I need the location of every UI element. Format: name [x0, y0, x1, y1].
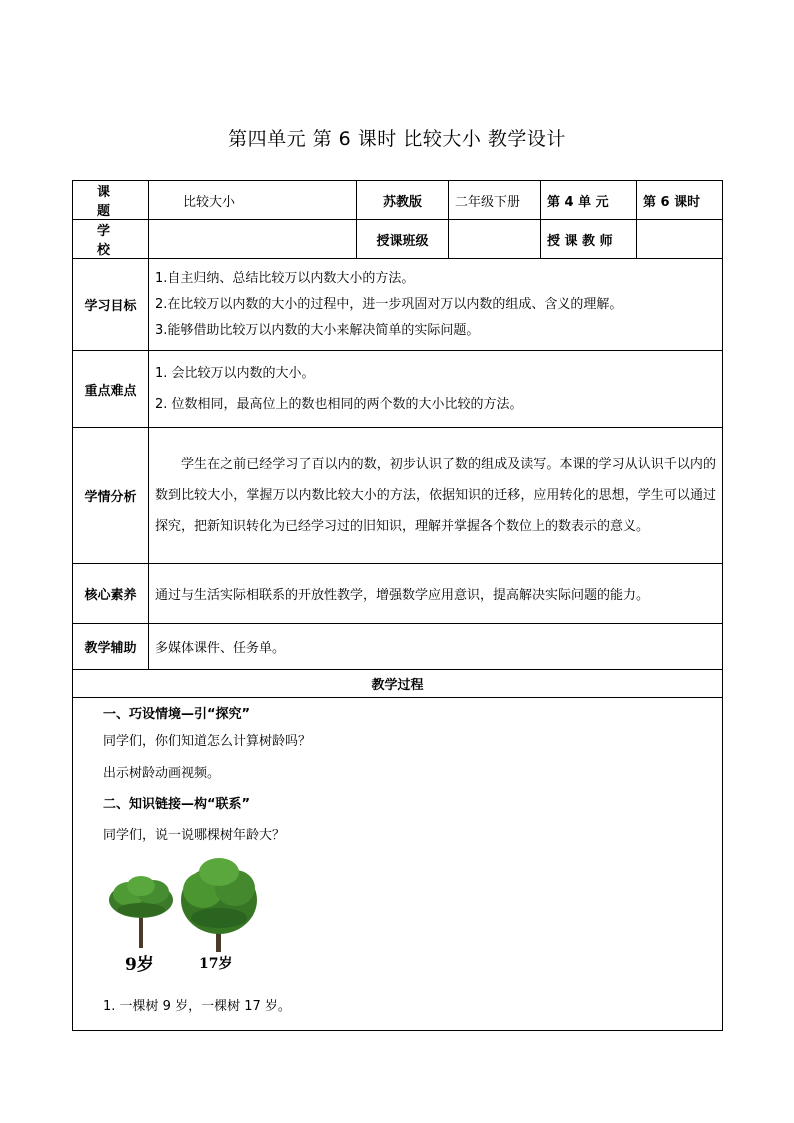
table-row: [73, 624, 723, 670]
table-row: [73, 428, 723, 564]
unit: 第 4 单 元: [541, 181, 637, 220]
class-label: 授课班级: [357, 220, 449, 259]
class-value: [449, 220, 541, 259]
process-line: 同学们，你们知道怎么计算树龄吗？: [103, 734, 312, 749]
publisher: 苏教版: [357, 181, 449, 220]
table-row: [73, 670, 723, 698]
goals-label: 学习目标: [73, 259, 149, 351]
goal-item: 1.自主归纳、总结比较万以内数大小的方法。: [155, 270, 415, 286]
analysis-label: 学情分析: [73, 428, 149, 564]
table-row: [73, 698, 723, 1031]
document-title: 第四单元 第 6 课时 比较大小 教学设计: [228, 128, 566, 150]
topic-label: 课 题: [73, 181, 149, 220]
core-label: 核心素养: [73, 564, 149, 624]
tree-illustration: [103, 852, 692, 982]
aids-label: 教学辅助: [73, 624, 149, 670]
goals-content: [149, 259, 723, 351]
process-line: 出示树龄动画视频。: [103, 766, 221, 781]
goal-item: 3.能够借助比较万以内数的大小来解决简单的实际问题。: [155, 322, 480, 338]
process-line: 1. 一棵树 9 岁，一棵树 17 岁。: [103, 999, 291, 1014]
lesson-plan-table: [72, 180, 723, 1031]
grade: 二年级下册: [449, 181, 541, 220]
table-row: [73, 564, 723, 624]
aids-text: 多媒体课件、任务单。: [149, 624, 723, 670]
small-tree-icon: [109, 876, 173, 948]
trees-image: [107, 852, 307, 962]
process-content: [73, 698, 723, 1031]
topic-value: 比较大小: [149, 181, 357, 220]
core-text: 通过与生活实际相联系的开放性教学，增强数学应用意识，提高解决实际问题的能力。: [149, 564, 723, 624]
section-heading: 一、巧设情境—引“探究”: [103, 707, 251, 722]
keypoint-item: 2. 位数相同，最高位上的数也相同的两个数的大小比较的方法。: [155, 397, 523, 412]
tree1-caption: 9岁: [125, 955, 154, 975]
table-row: [73, 259, 723, 351]
goal-item: 2.在比较万以内数的大小的过程中，进一步巩固对万以内数的组成、含义的理解。: [155, 296, 623, 312]
analysis-content: [149, 428, 723, 564]
process-header: 教学过程: [73, 670, 723, 698]
keypoints-label: 重点难点: [73, 351, 149, 428]
section-heading: 二、知识链接—构“联系”: [103, 797, 251, 812]
school-label: 学 校: [73, 220, 149, 259]
teacher-value: [637, 220, 723, 259]
teacher-label: 授 课 教 师: [541, 220, 637, 259]
analysis-text: 学生在之前已经学习了百以内的数，初步认识了数的组成及读写。本课的学习从认识千以内的数到比较大小，掌握万以内数比较大小的方法，依据知识的迁移，应用转化的思想，学生可以通过探究，把新知识转化为已经学习过的旧知识，理解并掌握各个数位上的数表示的意义。: [155, 457, 716, 534]
keypoint-item: 1. 会比较万以内数的大小。: [155, 366, 315, 381]
keypoints-content: [149, 351, 723, 428]
table-row: [73, 220, 723, 259]
lesson: 第 6 课时: [637, 181, 723, 220]
table-row: [73, 181, 723, 220]
tree2-caption: 17岁: [199, 956, 233, 972]
school-value: [149, 220, 357, 259]
large-tree-icon: [181, 858, 257, 952]
process-line: 同学们，说一说哪棵树年龄大？: [103, 828, 286, 843]
table-row: [73, 351, 723, 428]
